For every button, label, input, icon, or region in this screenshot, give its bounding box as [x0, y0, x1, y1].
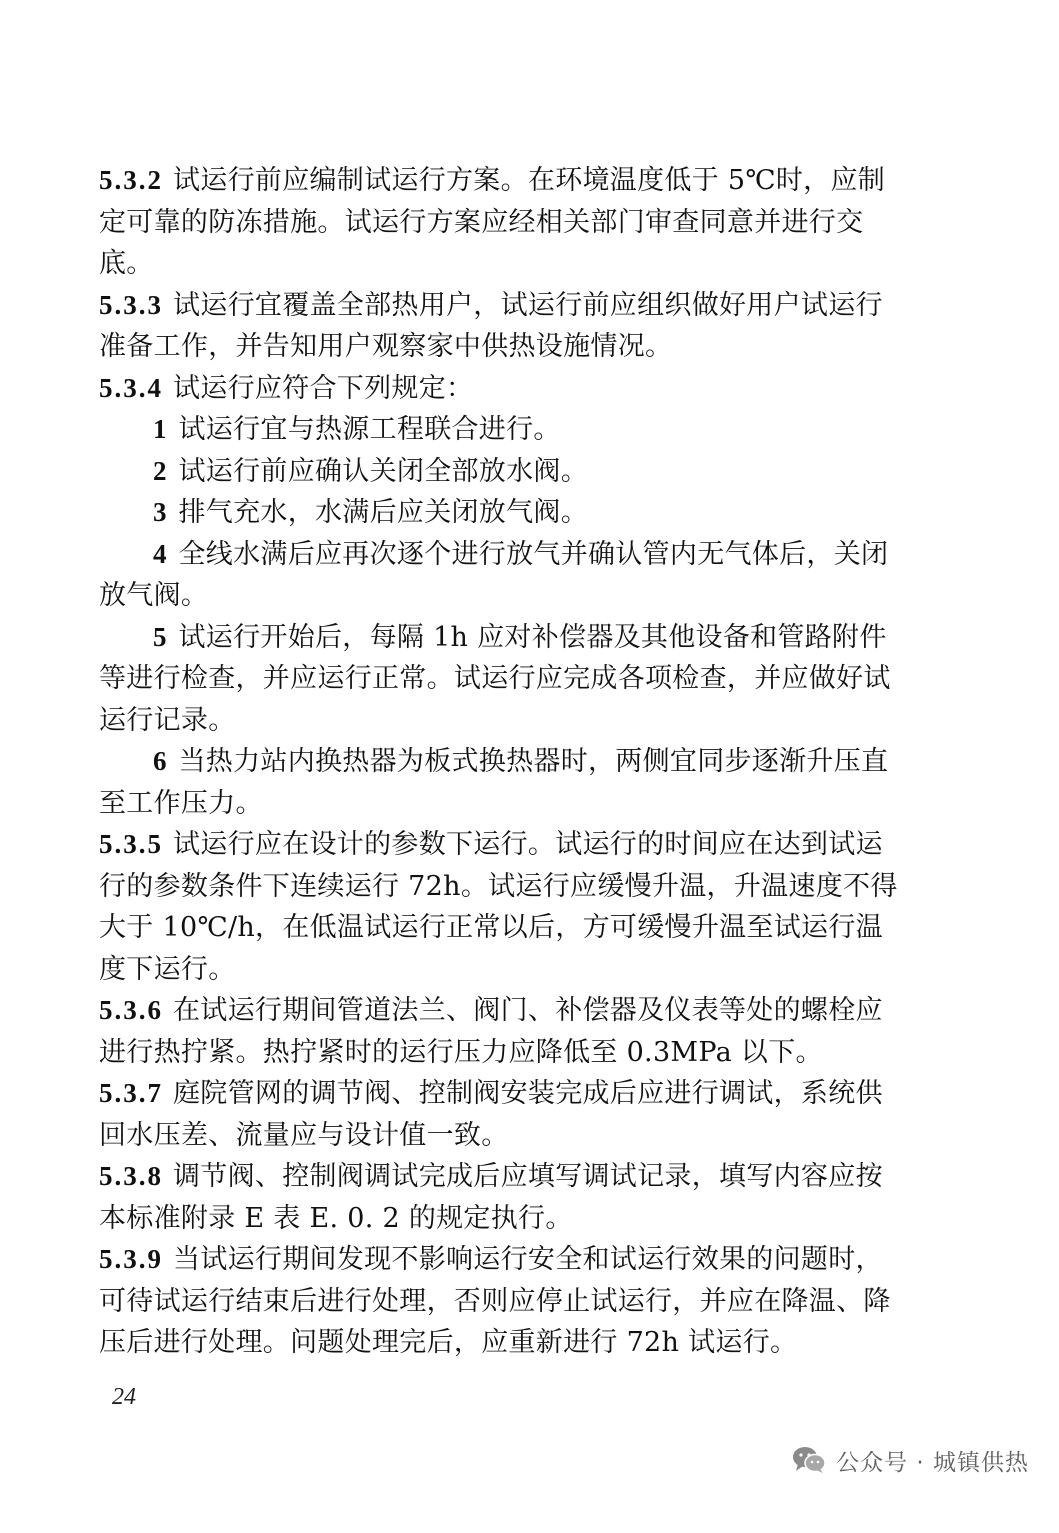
- clause-number: 5.3.7: [99, 1078, 163, 1108]
- clause-number: 5.3.8: [99, 1161, 163, 1191]
- item-text: 试运行开始后，每隔 1h 应对补偿器及其他设备和管路附件等进行检查，并应运行正常。试运行应完成各项检查，并应做好试运行记录。: [99, 621, 891, 736]
- clause-5-3-3: [99, 285, 899, 368]
- clause-5-3-8: [99, 1156, 899, 1239]
- clause-5-3-2: [99, 160, 899, 285]
- clause-number: 5.3.5: [99, 829, 163, 859]
- watermark: [792, 1440, 1029, 1480]
- clause-number: 5.3.6: [99, 995, 163, 1025]
- item-number: 3: [153, 497, 167, 527]
- document-body: [99, 160, 899, 1364]
- clause-text: 试运行应符合下列规定：: [173, 372, 474, 404]
- item-text: 排气充水，水满后应关闭放气阀。: [178, 497, 588, 528]
- clause-number: 5.3.2: [99, 165, 163, 195]
- clause-text: 调节阀、控制阀调试完成后应填写调试记录，填写内容应按本标准附录 E 表 E. 0. 2 的规定执行。: [99, 1161, 883, 1234]
- clause-text: 当试运行期间发现不影响运行安全和试运行效果的问题时，可待试运行结束后进行处理，否则应停止试运行，并应在降温、降压后进行处理。问题处理完后，应重新进行 72h 试运行。: [99, 1244, 891, 1358]
- list-item-6: [99, 741, 899, 824]
- watermark-text: 公众号 · 城镇供热: [836, 1449, 1029, 1476]
- item-text: 全线水满后应再次逐个进行放气并确认管内无气体后，关闭放气阀。: [99, 538, 889, 611]
- list-item-2: [99, 451, 899, 493]
- item-number: 1: [153, 414, 167, 444]
- clause-5-3-5: [99, 824, 899, 990]
- clause-text: 在试运行期间管道法兰、阀门、补偿器及仪表等处的螺栓应进行热拧紧。热拧紧时的运行压力应降低至 0.3MPa 以下。: [99, 995, 883, 1068]
- clause-text: 试运行宜覆盖全部热用户，试运行前应组织做好用户试运行准备工作，并告知用户观察家中供热设施情况。: [99, 289, 883, 362]
- clause-5-3-9: [99, 1239, 899, 1364]
- clause-5-3-6: [99, 990, 899, 1073]
- item-text: 当热力站内换热器为板式换热器时，两侧宜同步逐渐升压直至工作压力。: [99, 746, 889, 819]
- page-number: 24: [112, 1384, 136, 1410]
- clause-text: 庭院管网的调节阀、控制阀安装完成后应进行调试，系统供回水压差、流量应与设计值一致。: [99, 1078, 883, 1151]
- list-item-1: [99, 409, 899, 451]
- list-item-4: [99, 534, 899, 617]
- clause-number: 5.3.9: [99, 1244, 163, 1274]
- wechat-icon: [792, 1446, 826, 1474]
- item-text: 试运行前应确认关闭全部放水阀。: [178, 455, 588, 487]
- item-number: 2: [153, 455, 167, 486]
- item-number: 4: [153, 538, 167, 569]
- clause-5-3-7: [99, 1073, 899, 1156]
- clause-number: 5.3.3: [99, 289, 163, 320]
- item-number: 6: [153, 746, 167, 776]
- clause-number: 5.3.4: [99, 372, 163, 403]
- list-item-5: [99, 617, 899, 742]
- clause-text: 试运行应在设计的参数下运行。试运行的时间应在达到试运行的参数条件下连续运行 72h。试运行应缓慢升温，升温速度不得大于 10℃/h，在低温试运行正常以后，方可缓慢升温至试运行温度下运行。: [99, 829, 898, 985]
- list-item-3: [99, 492, 899, 534]
- clause-5-3-4: [99, 368, 899, 410]
- item-text: 试运行宜与热源工程联合进行。: [178, 414, 561, 445]
- clause-text: 试运行前应编制试运行方案。在环境温度低于 5℃时，应制定可靠的防冻措施。试运行方案应经相关部门审查同意并进行交底。: [99, 165, 886, 279]
- item-number: 5: [153, 621, 167, 652]
